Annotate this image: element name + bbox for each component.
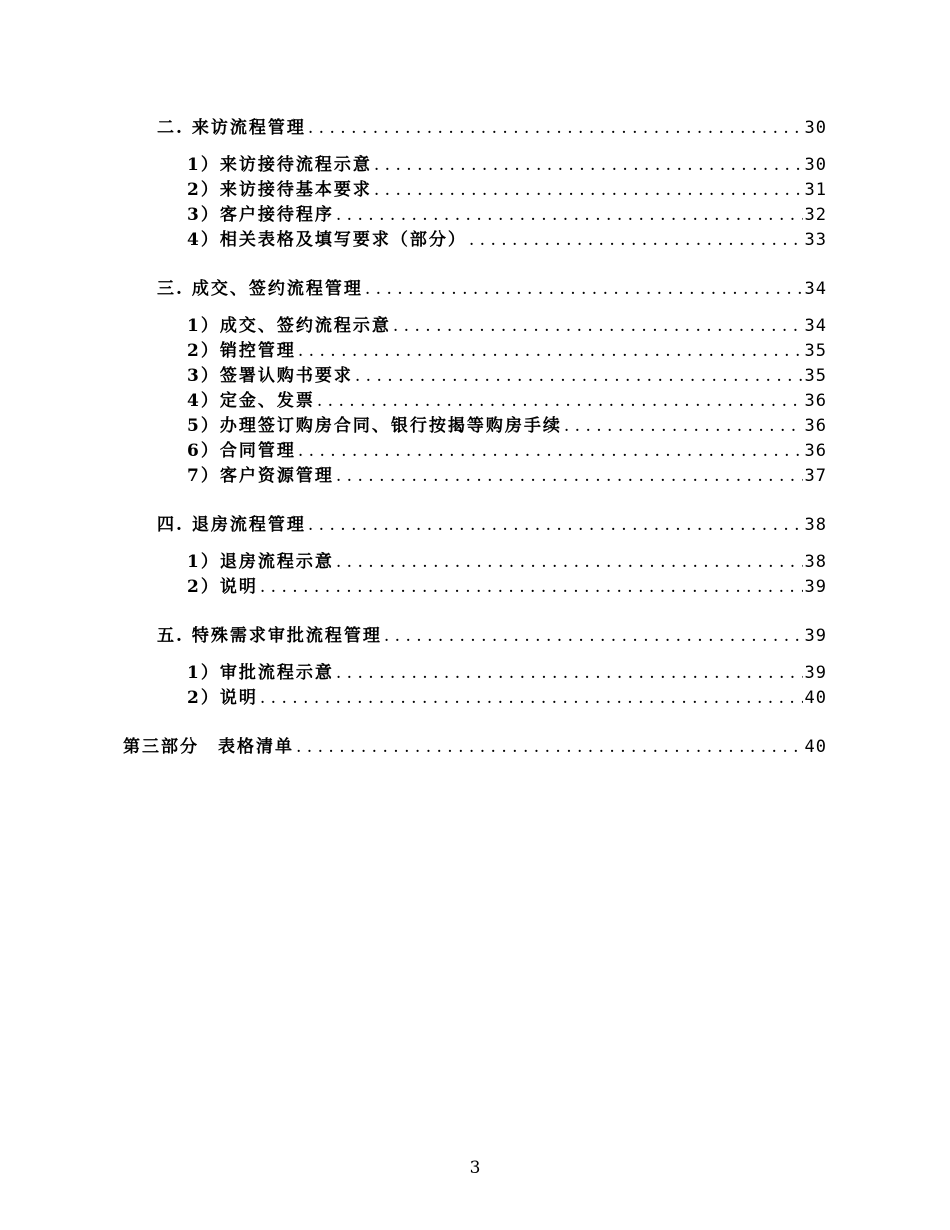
toc-entry-title: 1）退房流程示意 [187, 552, 334, 572]
dot-leader [296, 737, 803, 757]
page-number: 3 [469, 1158, 481, 1178]
toc-page-number: 30 [804, 118, 827, 138]
toc-page-number: 39 [804, 577, 827, 597]
toc-subitem-row[interactable] [187, 437, 827, 461]
dot-leader [374, 155, 803, 175]
toc-subitem-row[interactable] [187, 151, 827, 175]
toc-page-number: 40 [804, 737, 827, 757]
toc-entry-title: 2）来访接待基本要求 [187, 180, 372, 200]
toc-subitem-row[interactable] [187, 201, 827, 225]
toc-page-number: 34 [804, 279, 827, 299]
dot-leader [336, 663, 803, 683]
toc-subitem-row[interactable] [187, 573, 827, 597]
toc-entry-title: 4）相关表格及填写要求（部分） [187, 230, 467, 250]
toc-subitem-row[interactable] [187, 462, 827, 486]
toc-entry-title: 5）办理签订购房合同、银行按揭等购房手续 [187, 416, 562, 436]
dot-leader [355, 366, 803, 386]
toc-section-row[interactable] [157, 275, 827, 299]
toc-page-number: 35 [804, 341, 827, 361]
toc-section-row[interactable] [157, 622, 827, 646]
dot-leader [308, 118, 803, 138]
toc-entry-title: 7）客户资源管理 [187, 466, 334, 486]
toc-entry-title: 6）合同管理 [187, 441, 296, 461]
toc-entry-title: 五. 特殊需求审批流程管理 [157, 626, 382, 646]
toc-page-number: 33 [804, 230, 827, 250]
dot-leader [469, 230, 803, 250]
toc-page-number: 38 [804, 515, 827, 535]
dot-leader [384, 626, 803, 646]
dot-leader [336, 552, 803, 572]
dot-leader [336, 205, 803, 225]
toc-page-number: 38 [804, 552, 827, 572]
toc-subitem-row[interactable] [187, 684, 827, 708]
toc-subitem-row[interactable] [187, 312, 827, 336]
toc-entry-title: 第三部分 表格清单 [123, 737, 294, 757]
toc-entry-title: 2）说明 [187, 577, 258, 597]
toc-page-number: 32 [804, 205, 827, 225]
toc-page-number: 36 [804, 391, 827, 411]
toc-page-number: 30 [804, 155, 827, 175]
dot-leader [393, 316, 803, 336]
toc-entry-title: 1）审批流程示意 [187, 663, 334, 683]
toc-subitem-row[interactable] [187, 548, 827, 572]
toc-page-number: 39 [804, 663, 827, 683]
toc-entry-title: 2）销控管理 [187, 341, 296, 361]
toc-entry-title: 1）来访接待流程示意 [187, 155, 372, 175]
dot-leader [260, 688, 803, 708]
dot-leader [374, 180, 803, 200]
dot-leader [564, 416, 803, 436]
toc-page-number: 34 [804, 316, 827, 336]
toc-subitem-row[interactable] [187, 226, 827, 250]
toc-entry-title: 3）客户接待程序 [187, 205, 334, 225]
toc-subitem-row[interactable] [187, 362, 827, 386]
toc-page-number: 36 [804, 416, 827, 436]
toc-page-number: 37 [804, 466, 827, 486]
dot-leader [298, 441, 803, 461]
toc-page-number: 36 [804, 441, 827, 461]
toc-entry-title: 4）定金、发票 [187, 391, 315, 411]
toc-subitem-row[interactable] [187, 176, 827, 200]
toc-page-number: 35 [804, 366, 827, 386]
toc-entry-title: 1）成交、签约流程示意 [187, 316, 391, 336]
toc-subitem-row[interactable] [187, 387, 827, 411]
toc-part-row[interactable] [123, 733, 827, 757]
dot-leader [365, 279, 803, 299]
toc-entry-title: 四. 退房流程管理 [157, 515, 306, 535]
toc-entry-title: 三. 成交、签约流程管理 [157, 279, 363, 299]
toc-subitem-row[interactable] [187, 337, 827, 361]
toc-section-row[interactable] [157, 114, 827, 138]
toc-entry-title: 2）说明 [187, 688, 258, 708]
toc-page-number: 31 [804, 180, 827, 200]
toc-entry-title: 二. 来访流程管理 [157, 118, 306, 138]
dot-leader [317, 391, 803, 411]
dot-leader [260, 577, 803, 597]
toc-subitem-row[interactable] [187, 412, 827, 436]
dot-leader [298, 341, 803, 361]
toc-section-row[interactable] [157, 511, 827, 535]
dot-leader [308, 515, 803, 535]
toc-page-number: 39 [804, 626, 827, 646]
toc-page-number: 40 [804, 688, 827, 708]
dot-leader [336, 466, 803, 486]
toc-entry-title: 3）签署认购书要求 [187, 366, 353, 386]
toc-subitem-row[interactable] [187, 659, 827, 683]
